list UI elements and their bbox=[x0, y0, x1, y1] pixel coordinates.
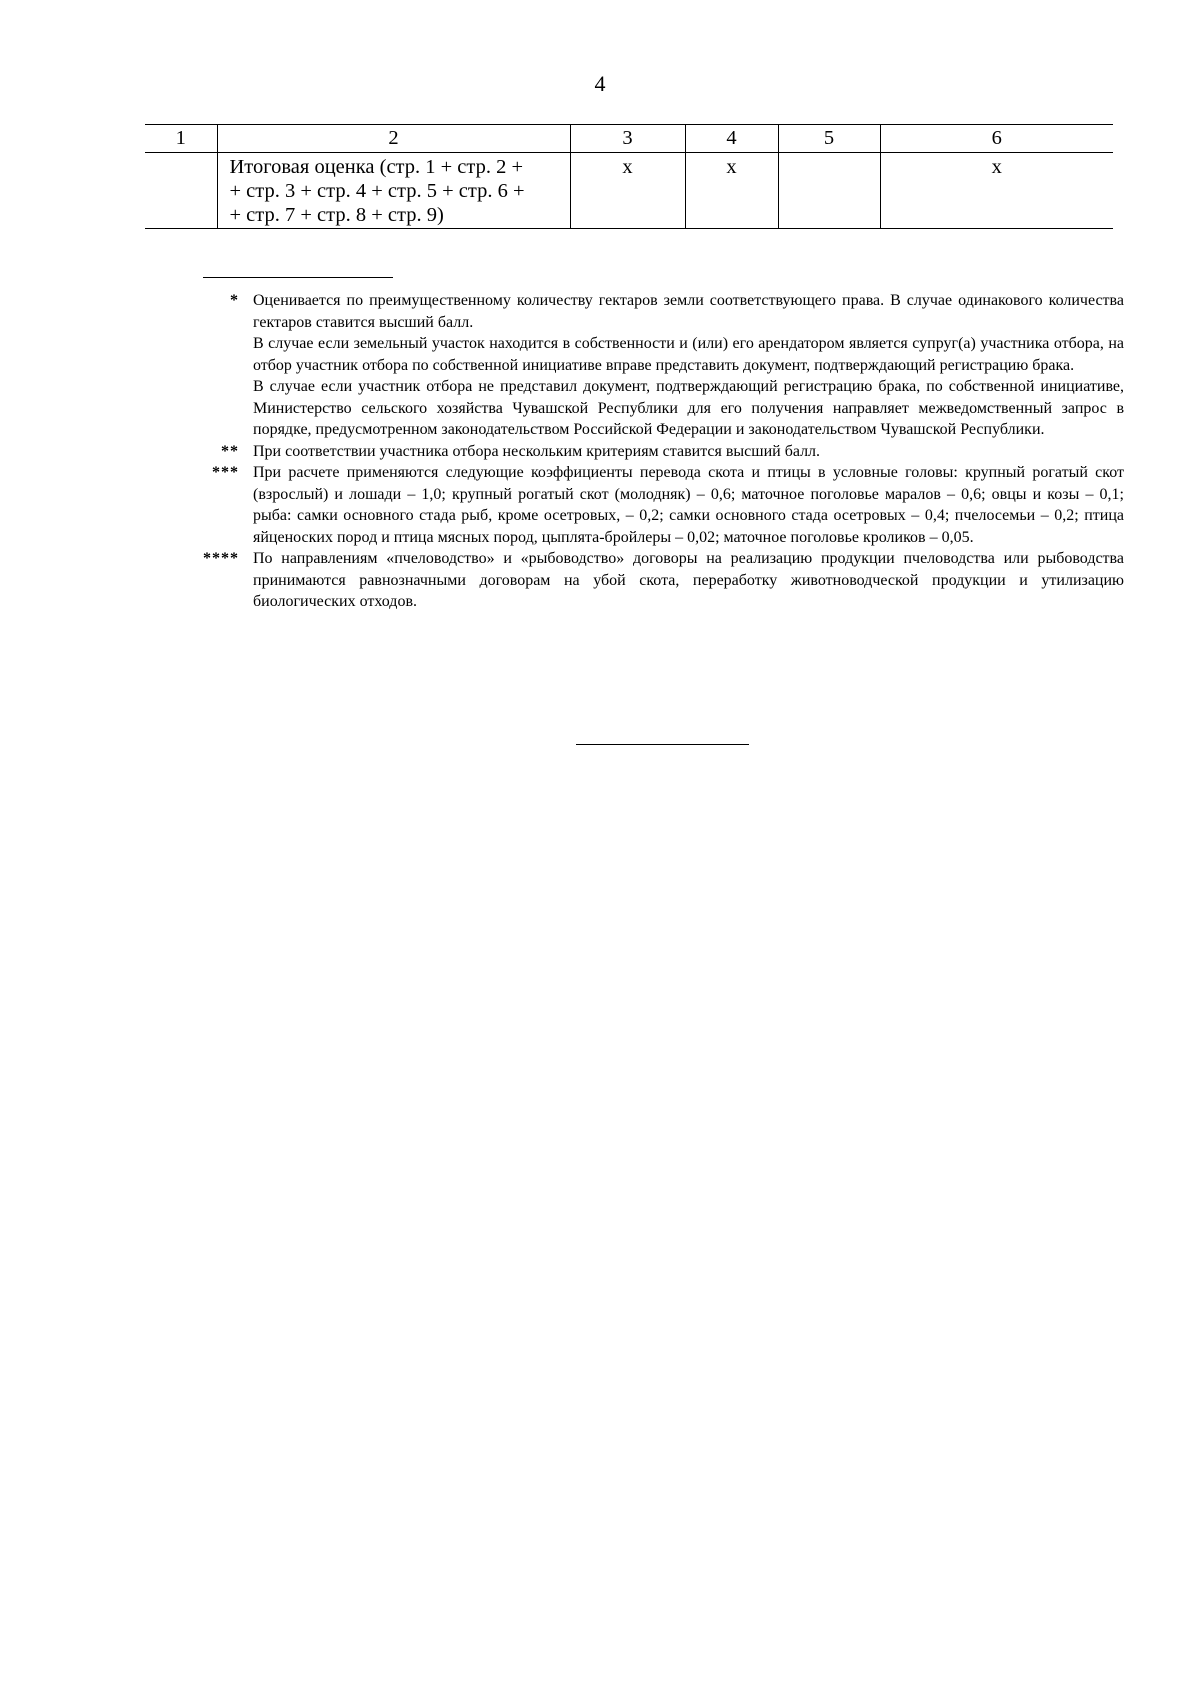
footnote-mark: ** bbox=[221, 442, 239, 460]
table-row bbox=[145, 153, 1113, 229]
column-number-1: 1 bbox=[145, 125, 217, 153]
page-number: 4 bbox=[594, 71, 606, 96]
footnote-paragraph: В случае если участник отбора не представил документ, подтверждающий регистрацию брака, по собственной инициативе, Министерство сельского хозяйства Чувашской Республики для его получения направляет межведомственный запрос в порядке, предусмотренном законодательством Российской Федерации и законодательством Чувашской Республики. bbox=[253, 378, 1124, 438]
footnote-3 bbox=[198, 462, 1124, 548]
footnote-paragraph: По направлениям «пчеловодство» и «рыбоводство» договоры на реализацию продукции пчеловодства или рыбоводства принимаются равнозначными договорам на убой скота, переработку животноводческой продукции и утилизацию биологических отходов. bbox=[253, 550, 1124, 610]
total-score-line: + стр. 7 + стр. 8 + стр. 9) bbox=[229, 204, 444, 226]
column-number-6: 6 bbox=[880, 125, 1113, 153]
footnote-mark: *** bbox=[212, 464, 239, 481]
footnote-paragraph: При расчете применяются следующие коэффициенты перевода скота и птицы в условные головы: крупный рогатый скот (взрослый) и лошади – 1,0; крупный рогатый скот (молодняк) – 0,6; маточное поголовье маралов – 0,6; овцы и козы – 0,1; рыба: самки основного стада рыб, кроме осетровых, – 0,2; самки основного стада осетровых – 0,4; пчелосемьи – 0,2; птица яйценоских пород и птица мясных пород, цыплята-бройлеры – 0,02; маточное поголовье кроликов – 0,05. bbox=[253, 464, 1124, 546]
footnote-mark: **** bbox=[203, 550, 239, 567]
footnote-paragraph: Оценивается по преимущественному количеству гектаров земли соответствующего права. В случае одинакового количества гектаров ставится высший балл. bbox=[253, 292, 1124, 331]
end-of-document-rule bbox=[576, 744, 749, 745]
table-header-row bbox=[145, 125, 1113, 153]
column-number-5: 5 bbox=[778, 125, 880, 153]
column-number-4: 4 bbox=[685, 125, 778, 153]
cell-col4: x bbox=[685, 153, 778, 229]
footnote-2 bbox=[198, 441, 1124, 463]
cell-col5 bbox=[778, 153, 880, 229]
footnote-4 bbox=[198, 548, 1124, 613]
footnotes bbox=[198, 290, 1124, 613]
footnote-1 bbox=[198, 290, 1124, 441]
column-number-2: 2 bbox=[217, 125, 570, 153]
footnote-paragraph: В случае если земельный участок находится в собственности и (или) его арендатором является супруг(а) участника отбора, на отбор участник отбора по собственной инициативе вправе представить документ, подтверждающий регистрацию брака. bbox=[253, 335, 1124, 374]
cell-col6: x bbox=[880, 153, 1113, 229]
cell-col3: x bbox=[570, 153, 685, 229]
total-score-label-cell bbox=[217, 153, 570, 229]
total-score-line: Итоговая оценка (стр. 1 + стр. 2 + bbox=[229, 156, 524, 178]
score-table bbox=[145, 124, 1113, 229]
column-number-3: 3 bbox=[570, 125, 685, 153]
footnote-separator bbox=[203, 277, 393, 278]
total-score-line: + стр. 3 + стр. 4 + стр. 5 + стр. 6 + bbox=[229, 180, 525, 202]
footnote-mark: * bbox=[230, 292, 239, 309]
cell-col1 bbox=[145, 153, 217, 229]
footnote-paragraph: При соответствии участника отбора нескольким критериям ставится высший балл. bbox=[253, 442, 821, 460]
